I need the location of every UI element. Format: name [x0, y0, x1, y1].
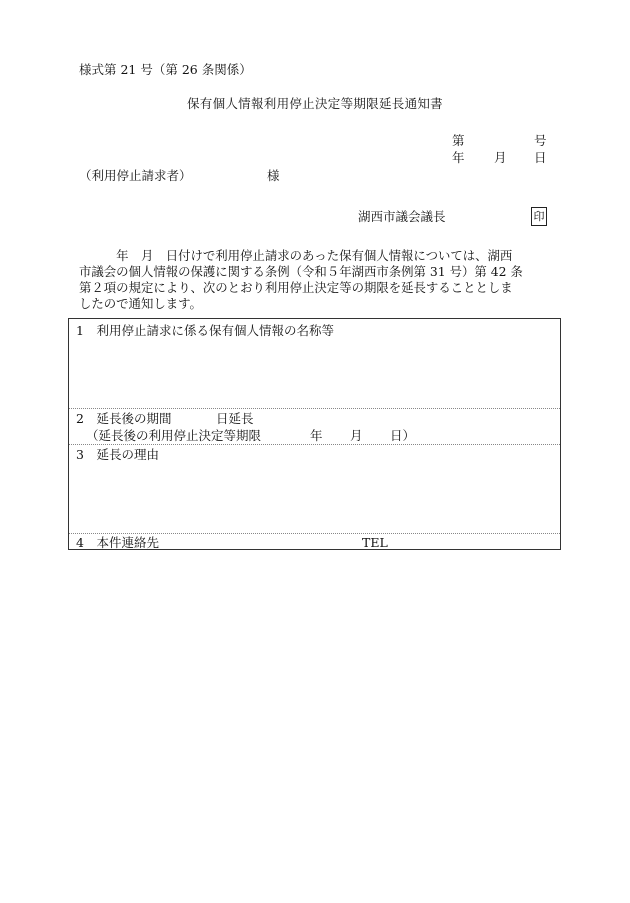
reference-number-prefix: 第: [452, 133, 465, 148]
row-separator: [69, 444, 560, 445]
addressee-honorific: 様: [267, 168, 280, 183]
date-day: 日: [534, 150, 547, 165]
seal-mark: 印: [531, 207, 547, 226]
row2-sub-label: （延長後の利用停止決定等期限: [86, 428, 262, 443]
row2-month: 月: [350, 428, 363, 443]
body-paragraph: [79, 248, 549, 312]
row1-label: 1 利用停止請求に係る保有個人情報の名称等: [76, 323, 334, 338]
form-number: 様式第 21 号（第 26 条関係）: [79, 62, 252, 77]
row-separator: [69, 408, 560, 409]
row-separator: [69, 533, 560, 534]
body-line-1: 年 月 日付けで利用停止請求のあった保有個人情報については、湖西: [79, 248, 513, 263]
reference-number-suffix: 号: [534, 133, 547, 148]
document-title: 保有個人情報利用停止決定等期限延長通知書: [186, 96, 443, 111]
body-line-2: 市議会の個人情報の保護に関する条例（令和５年湖西市条例第 31 号）第 42 条: [79, 264, 523, 279]
date-year: 年: [452, 150, 465, 165]
row2-days: 日延長: [216, 411, 254, 426]
info-table: [68, 318, 561, 550]
body-line-3: 第２項の規定により、次のとおり利用停止決定等の期限を延長することとしま: [79, 280, 513, 295]
row2-label: 2 延長後の期間: [76, 411, 172, 426]
row2-year: 年: [310, 428, 323, 443]
body-line-4: したので通知します。: [79, 296, 202, 311]
row4-label: 4 本件連絡先: [76, 535, 159, 550]
row2-day: 日）: [390, 428, 416, 443]
date-month: 月: [494, 150, 507, 165]
issuer-name: 湖西市議会議長: [358, 209, 446, 224]
row3-label: 3 延長の理由: [76, 447, 159, 462]
addressee-label: （利用停止請求者）: [79, 168, 192, 183]
row4-tel: TEL: [362, 535, 388, 550]
